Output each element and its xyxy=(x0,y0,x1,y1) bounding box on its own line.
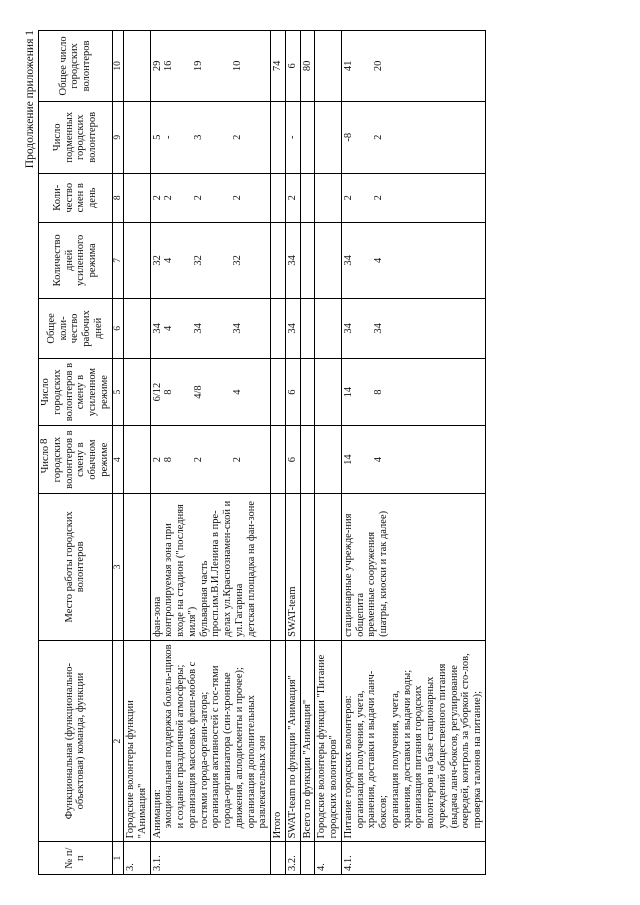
value: 41 xyxy=(342,60,354,72)
function-title: Питание городских волонтеров: xyxy=(342,695,354,839)
enhanced-days: 34 xyxy=(285,222,300,298)
value: 4 xyxy=(372,456,384,463)
function-item: организация дополнительных развлекательных зон xyxy=(245,695,269,829)
value: 14 xyxy=(342,386,354,398)
total-value: 80 xyxy=(300,31,315,102)
value: 34 xyxy=(151,323,163,334)
table-row xyxy=(285,31,300,875)
header-cell: № п/п xyxy=(39,842,113,875)
value: 8 xyxy=(372,389,384,395)
function-item: эмоциональная поддержка болель-щиков и создание праздничной атмосферы; xyxy=(163,644,187,829)
work-place: детская площадка на фан-зоне xyxy=(245,500,257,637)
header-cell: Коли-чество смен в день xyxy=(39,173,113,222)
value: 2 xyxy=(231,195,243,201)
header-cell: Количество дней усиленного режима xyxy=(39,222,113,298)
value: 2 xyxy=(151,456,163,463)
value: - xyxy=(163,135,175,140)
value: 34 xyxy=(193,323,205,334)
value: 2 xyxy=(231,134,243,140)
value: 29 xyxy=(151,60,163,72)
function-item: организация массовых флеш-мобов с гостями города-органи-затора; xyxy=(186,661,210,829)
shifts-per-day: 2 xyxy=(285,173,300,222)
value: 4/8 xyxy=(193,385,205,399)
value: 34 xyxy=(372,323,384,334)
work-place: SWAT-team xyxy=(285,493,300,640)
enhanced-days xyxy=(150,222,271,298)
value: 20 xyxy=(372,60,384,72)
shifts-per-day xyxy=(150,173,271,222)
enhanced-count xyxy=(341,358,485,426)
work-places xyxy=(341,493,485,640)
subtotal-value: 74 xyxy=(271,31,286,102)
substitute-count xyxy=(150,101,271,173)
normal-count xyxy=(341,426,485,494)
value: 6/12 xyxy=(151,382,163,402)
header-cell: Число городских волонтеров в смену в обычном режиме xyxy=(39,426,113,494)
function-description xyxy=(150,640,271,841)
value: 3 xyxy=(193,134,205,140)
column-number: 3 xyxy=(112,493,124,640)
header-cell: Функциональная (функционально-объектовая) команда, функции xyxy=(39,640,113,841)
value: 19 xyxy=(193,60,205,72)
value: 5 xyxy=(151,134,163,140)
total-row xyxy=(300,31,315,875)
column-number: 4 xyxy=(112,426,124,494)
value: 16 xyxy=(163,60,175,72)
subtotal-row xyxy=(271,31,286,875)
row-number: 3.1. xyxy=(150,842,271,875)
column-number: 9 xyxy=(112,101,124,173)
value: 10 xyxy=(231,60,243,72)
enhanced-count: 6 xyxy=(285,358,300,426)
work-place: фан-зона xyxy=(151,596,163,637)
work-place: бульварная часть просп.им.В.И.Ленина в пре-делах ул.Краснознамен-ской и ул.Гагарина xyxy=(198,500,245,637)
value: 32 xyxy=(151,255,163,266)
row-number: 4. xyxy=(315,842,342,875)
value: 2 xyxy=(372,195,384,201)
column-number: 6 xyxy=(112,298,124,358)
column-number: 8 xyxy=(112,173,124,222)
value: 4 xyxy=(163,325,175,332)
value: -8 xyxy=(342,132,354,142)
work-days xyxy=(150,298,271,358)
function-item: организация получения, учета, хранения, доставки и выдачи воды; xyxy=(389,669,413,829)
total-count: 6 xyxy=(285,31,300,102)
function-item: организация получения, учета, хранения, доставки и выдачи ланч-боксов; xyxy=(354,670,390,829)
value: 32 xyxy=(193,255,205,266)
rotated-sheet xyxy=(24,0,624,905)
row-number: 3. xyxy=(124,842,151,875)
work-places xyxy=(150,493,271,640)
function-name: SWAT-team по функции "Анимация" xyxy=(285,640,300,841)
function-item: организация питания городских волонтеров на базе стационарных учреждений общественного питания (выдача ланч-боксов, регулирование очередей, контроль за уборкой сто-лов, проверка талонов на питание); xyxy=(413,653,484,829)
header-cell: Общее коли-чество рабочих дней xyxy=(39,298,113,358)
total-count xyxy=(341,31,485,102)
work-days xyxy=(341,298,485,358)
header-cell: Число городских волонтеров в смену в усиленном режиме xyxy=(39,358,113,426)
value: 8 xyxy=(163,456,175,463)
value: 34 xyxy=(342,255,354,266)
work-place: контролируемая зона при входе на стадион ("последняя миля") xyxy=(163,504,198,637)
column-number: 2 xyxy=(112,640,124,841)
total-label: Всего по функции "Анимация" xyxy=(300,640,315,841)
value: 2 xyxy=(231,456,243,463)
normal-count xyxy=(150,426,271,494)
column-number-row xyxy=(112,31,124,875)
function-description xyxy=(341,640,485,841)
value: 4 xyxy=(231,389,243,395)
column-number: 10 xyxy=(112,31,124,102)
table-row xyxy=(124,31,151,875)
work-place: временные сооружения (шатры, киоски и так далее) xyxy=(366,510,390,637)
value: 14 xyxy=(342,454,354,465)
enhanced-days xyxy=(341,222,485,298)
column-number: 1 xyxy=(112,842,124,875)
work-place: стационарные учрежде-ния общепита xyxy=(342,513,366,637)
normal-count: 6 xyxy=(285,426,300,494)
table-row xyxy=(315,31,342,875)
work-days: 34 xyxy=(285,298,300,358)
function-title: Анимация: xyxy=(151,789,163,839)
table-row xyxy=(341,31,485,875)
value: 32 xyxy=(231,255,243,266)
value: 2 xyxy=(193,195,205,201)
column-number: 5 xyxy=(112,358,124,426)
appendix-label: Продолжение приложения 1 xyxy=(24,30,36,169)
shifts-per-day xyxy=(341,173,485,222)
value: 2 xyxy=(342,195,354,201)
value: 2 xyxy=(163,195,175,201)
value: 2 xyxy=(372,134,384,140)
page-number: 8 xyxy=(38,438,50,444)
enhanced-count xyxy=(150,358,271,426)
volunteer-table xyxy=(38,30,486,875)
header-cell: Число подменных городских волонтеров xyxy=(39,101,113,173)
function-item: организация активностей с гос-тями города-организатора (син-хронные движения, аплодисменты и прочее); xyxy=(210,665,245,829)
value: 4 xyxy=(372,257,384,263)
header-row xyxy=(39,31,113,875)
function-name: Городские волонтеры функции "Питание городских волонтеров" xyxy=(315,640,342,841)
value: 2 xyxy=(193,456,205,463)
value: 34 xyxy=(231,323,243,334)
value: 8 xyxy=(163,389,175,395)
function-name: Городские волонтеры функции "Анимация" xyxy=(124,640,151,841)
column-number: 7 xyxy=(112,222,124,298)
header-cell: Место работы городских волонтеров xyxy=(39,493,113,640)
value: 34 xyxy=(342,323,354,334)
value: 4 xyxy=(163,257,175,263)
row-number: 3.2. xyxy=(285,842,300,875)
header-cell: Общее число городских волонтеров xyxy=(39,31,113,102)
substitute-count xyxy=(341,101,485,173)
table-row xyxy=(150,31,271,875)
subtotal-label: Итого xyxy=(271,640,286,841)
substitute-count: - xyxy=(285,101,300,173)
value: 2 xyxy=(151,195,163,201)
total-count xyxy=(150,31,271,102)
row-number: 4.1. xyxy=(341,842,485,875)
